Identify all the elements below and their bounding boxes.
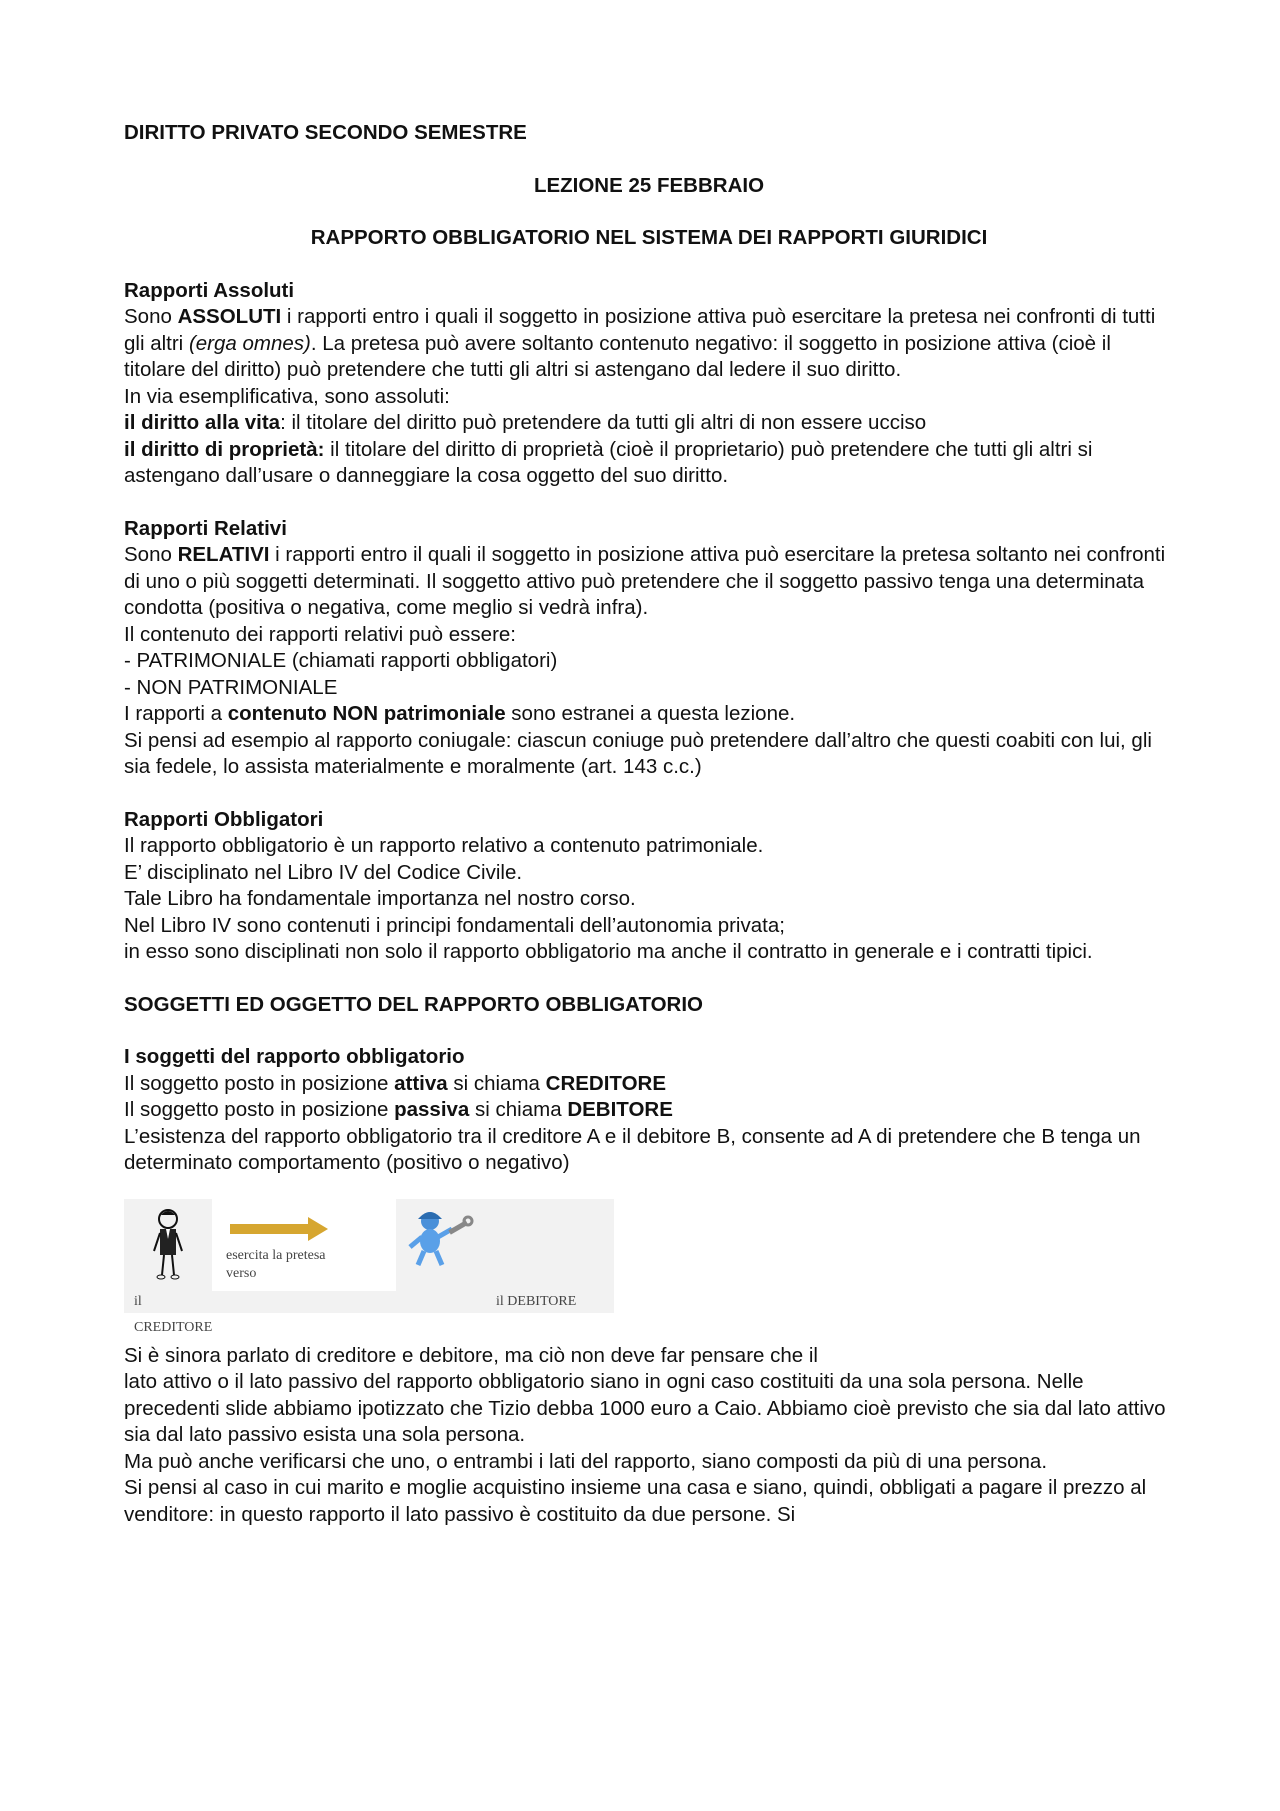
arrow-panel: [212, 1199, 396, 1291]
paragraph: Si è sinora parlato di creditore e debitore, ma ciò non deve far pensare che il: [124, 1343, 818, 1367]
section-obbligatori: [124, 807, 1174, 966]
heading-assoluti: Rapporti Assoluti: [124, 278, 295, 302]
section-soggetti: [124, 1044, 1174, 1177]
paragraph: Il soggetto posto in posizione passiva si chiama DEBITORE: [124, 1098, 673, 1121]
debtor-label: il DEBITORE: [496, 1293, 577, 1309]
section-assoluti: [124, 278, 1174, 490]
paragraph: Ma può anche verificarsi che uno, o entrambi i lati del rapporto, siano composti da più di una persona.: [124, 1449, 1048, 1473]
arrow-text-1: esercita la pretesa: [226, 1247, 326, 1263]
creditor-debtor-figure: [124, 1199, 614, 1335]
paragraph: Si pensi al caso in cui marito e moglie acquistino insieme una casa e siano, quindi, obbligati a pagare il prezzo al venditore: in questo rapporto il lato passivo è costituito da due persone. Si: [124, 1476, 1147, 1526]
arrow-text-2: verso: [226, 1265, 257, 1281]
paragraph: Sono RELATIVI i rapporti entro il quali il soggetto in posizione attiva può esercitare la pretesa soltanto nei confronti di uno o più soggetti determinati. Il soggetto attivo può pretendere che il soggetto passivo tenga una determinata condotta (positiva o negativa, come meglio si vedrà infra).: [124, 543, 1166, 619]
creditor-panel: [124, 1199, 213, 1335]
section-closing: [124, 1343, 1174, 1529]
section-relativi: [124, 516, 1174, 781]
man-icon: [138, 1205, 198, 1285]
paragraph: I rapporti a contenuto NON patrimoniale sono estranei a questa lezione.: [124, 702, 796, 725]
section-title: RAPPORTO OBBLIGATORIO NEL SISTEMA DEI RAPPORTI GIURIDICI: [310, 226, 988, 249]
heading-obbligatori: Rapporti Obbligatori: [124, 807, 324, 831]
paragraph: lato attivo o il lato passivo del rapporto obbligatorio siano in ogni caso costituiti da una sola persona. Nelle precedenti slide abbiamo ipotizzato che Tizio debba 1000 euro a Caio. Abbiamo cioè previsto che sia dal lato attivo sia dal lato passivo esista una sola persona.: [124, 1370, 1166, 1446]
paragraph: E’ disciplinato nel Libro IV del Codice Civile.: [124, 860, 523, 884]
paragraph: In via esemplificativa, sono assoluti:: [124, 384, 450, 408]
worker-with-wrench-icon: [396, 1203, 476, 1273]
paragraph: L’esistenza del rapporto obbligatorio tra il creditore A e il debitore B, consente ad A di pretendere che B tenga un determinato comportamento (positivo o negativo): [124, 1124, 1141, 1174]
document-page: [124, 120, 1174, 1528]
paragraph: il diritto alla vita: il titolare del diritto può pretendere da tutti gli altri di non essere ucciso: [124, 411, 927, 434]
paragraph: il diritto di proprietà: il titolare del diritto di proprietà (cioè il proprietario) può pretendere che tutti gli altri si astengano dall’usare o danneggiare la cosa oggetto del suo diritto.: [124, 437, 1093, 487]
heading-soggetti: I soggetti del rapporto obbligatorio: [124, 1045, 465, 1068]
heading-relativi: Rapporti Relativi: [124, 516, 287, 540]
document-title: DIRITTO PRIVATO SECONDO SEMESTRE: [124, 121, 527, 144]
list-item: - PATRIMONIALE (chiamati rapporti obbligatori): [124, 649, 558, 672]
paragraph: in esso sono disciplinati non solo il rapporto obbligatorio ma anche il contratto in generale e i contratti tipici.: [124, 940, 1093, 963]
paragraph: Il contenuto dei rapporti relativi può essere:: [124, 622, 517, 646]
paragraph: Il rapporto obbligatorio è un rapporto relativo a contenuto patrimoniale.: [124, 834, 764, 857]
arrow-right-icon: [230, 1217, 330, 1241]
list-item: - NON PATRIMONIALE: [124, 675, 338, 699]
paragraph: Nel Libro IV sono contenuti i principi fondamentali dell’autonomia privata;: [124, 913, 785, 937]
debtor-panel: [396, 1199, 614, 1313]
section-title-soggetti: SOGGETTI ED OGGETTO DEL RAPPORTO OBBLIGATORIO: [124, 992, 703, 1016]
lesson-title: LEZIONE 25 FEBBRAIO: [533, 173, 765, 197]
figure-bottom-strip: [212, 1291, 396, 1313]
creditor-label: il CREDITORE: [134, 1293, 213, 1335]
paragraph: Sono ASSOLUTI i rapporti entro i quali il soggetto in posizione attiva può esercitare la pretesa nei confronti di tutti gli altri (erga omnes). La pretesa può avere soltanto contenuto negativo: il soggetto in posizione attiva (cioè il titolare del diritto) può pretendere che tutti gli altri si astengano dal ledere il suo diritto.: [124, 305, 1156, 381]
paragraph: Tale Libro ha fondamentale importanza nel nostro corso.: [124, 887, 636, 910]
paragraph: Il soggetto posto in posizione attiva si chiama CREDITORE: [124, 1071, 666, 1095]
paragraph: Si pensi ad esempio al rapporto coniugale: ciascun coniuge può pretendere dall’altro che questi coabiti con lui, gli sia fedele, lo assista materialmente e moralmente (art. 143 c.c.): [124, 728, 1152, 778]
